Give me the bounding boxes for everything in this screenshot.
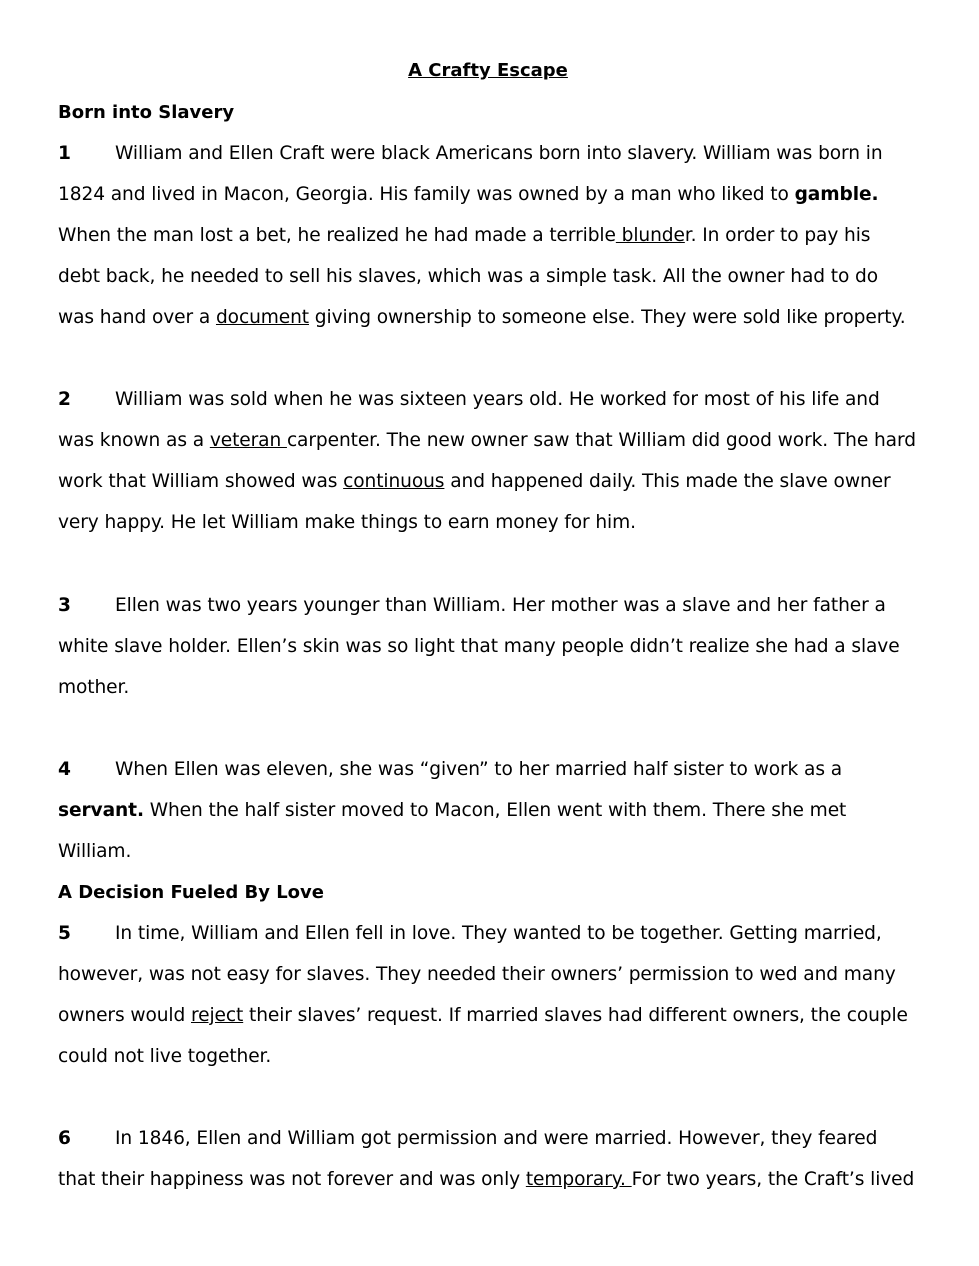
paragraph-2: 2 William was sold when he was sixteen years old. He worked for most of his life and was known as a veteran carpenter. The new owner saw that William did good work. The hard work that William showed was continuous and happened daily. This made the slave owner very happy. He let William make things to earn money for him. xyxy=(58,379,918,543)
paragraph-number: 6 xyxy=(58,1128,71,1149)
paragraph-4: 4 When Ellen was eleven, she was “given” to her married half sister to work as a servant. When the half sister moved to Macon, Ellen went with them. There she met William. xyxy=(58,749,918,872)
paragraph-1: 1 William and Ellen Craft were black Americans born into slavery. William was born in 1824 and lived in Macon, Georgia. His family was owned by a man who liked to gamble. When the man lost a bet, he realized he had made a terrible blunder. In order to pay his debt back, he needed to sell his slaves, which was a simple task. All the owner had to do was hand over a document giving ownership to someone else. They were sold like property. xyxy=(58,133,918,338)
paragraph-number: 2 xyxy=(58,389,71,410)
paragraph-6: 6 In 1846, Ellen and William got permission and were married. However, they feared that their happiness was not forever and was only temporary. For two years, the Craft’s lived xyxy=(58,1118,918,1200)
vocab-underlined-continuous: continuous xyxy=(343,471,445,492)
vocab-bold-gamble: gamble. xyxy=(794,184,879,205)
paragraph-3: 3 Ellen was two years younger than William. Her mother was a slave and her father a white slave holder. Ellen’s skin was so light that many people didn’t realize she had a slave mother. xyxy=(58,585,918,708)
vocab-underlined-document: document xyxy=(215,307,309,328)
document-title: A Crafty Escape xyxy=(408,60,568,81)
paragraph-number: 5 xyxy=(58,923,71,944)
vocab-bold-servant: servant. xyxy=(58,800,144,821)
section-heading-decision-fueled-by-love: A Decision Fueled By Love xyxy=(58,882,324,903)
paragraph-number: 3 xyxy=(58,595,71,616)
vocab-underlined-reject: reject xyxy=(191,1005,244,1026)
paragraph-5: 5 In time, William and Ellen fell in love. They wanted to be together. Getting married, however, was not easy for slaves. They needed their owners’ permission to wed and many owners would reject their slaves’ request. If married slaves had different owners, the couple could not live together. xyxy=(58,913,918,1077)
vocab-underlined-temporary: temporary. xyxy=(525,1169,632,1190)
vocab-underlined-veteran: veteran xyxy=(209,430,287,451)
paragraph-number: 1 xyxy=(58,143,71,164)
section-heading-born-into-slavery: Born into Slavery xyxy=(58,102,235,123)
vocab-underlined-blunder: blunde xyxy=(615,225,685,246)
paragraph-number: 4 xyxy=(58,759,71,780)
